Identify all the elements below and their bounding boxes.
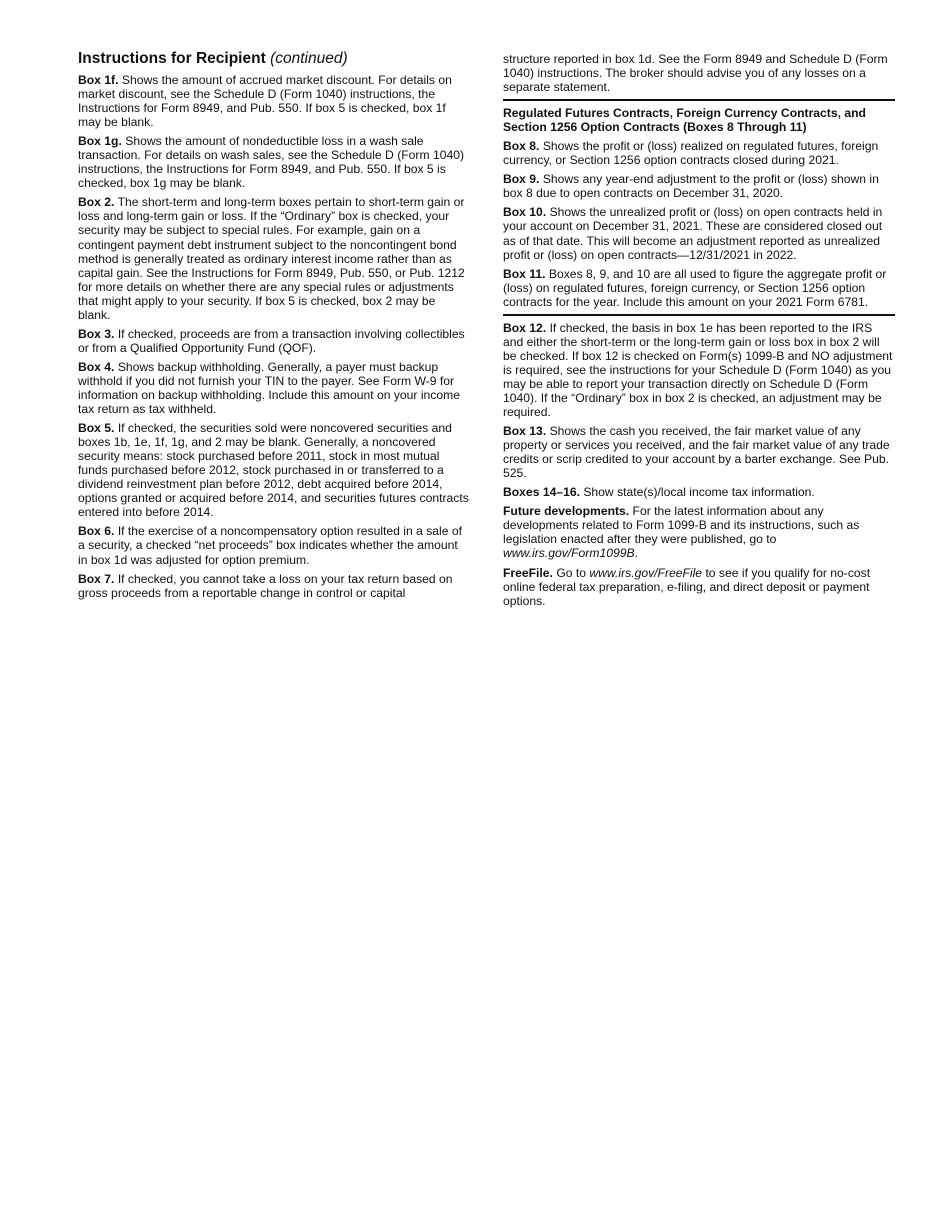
box-8-text: Shows the profit or (loss) realized on regulated futures, foreign currency, or Section 1256 option contracts closed during 2021. [503, 139, 879, 168]
freefile-link[interactable]: www.irs.gov/FreeFile [589, 565, 703, 580]
box-5-paragraph [78, 421, 470, 519]
box-11-text: Boxes 8, 9, and 10 are all used to figure the aggregate profit or (loss) on regulated futures, foreign currency, or Section 1256 option contracts for the year. Include this amount on your 2021 Form 6781. [503, 266, 887, 309]
future-developments-end: . [634, 546, 638, 561]
freefile-paragraph [503, 566, 895, 608]
section-divider-top [503, 99, 895, 101]
box-5-text: If checked, the securities sold were noncovered securities and boxes 1b, 1e, 1f, 1g, and 2 may be blank. Generally, a noncovered security means: stock purchased before 2011, stock in most mutual funds purchased before 2012, stock purchased in or transferred to a dividend reinvestment plan before 2012, debt acquired before 2014, options granted or acquired before 2014, and securities futures contracts entered into before 2014. [78, 421, 469, 520]
box-3-text: If checked, proceeds are from a transaction involving collectibles or from a Qualified Opportunity Fund (QOF). [78, 326, 465, 355]
box-1g-label: Box 1g. [78, 134, 122, 149]
box-1f-paragraph [78, 73, 470, 129]
box-1f-label: Box 1f. [78, 73, 119, 87]
box-10-paragraph [503, 205, 895, 261]
box-11-label: Box 11. [503, 266, 546, 281]
freefile-label: FreeFile. [503, 565, 553, 580]
box-13-label: Box 13. [503, 424, 547, 439]
page-heading [78, 50, 470, 68]
box-5-label: Box 5. [78, 421, 115, 436]
box-6-text: If the exercise of a noncompensatory option resulted in a sale of a security, a checked “net proceeds” box indicates whether the amount in box 1d was adjusted for option premium. [78, 524, 463, 567]
box-2-label: Box 2. [78, 195, 115, 210]
boxes-14-16-label: Boxes 14–16. [503, 485, 580, 500]
box-4-text: Shows backup withholding. Generally, a payer must backup withhold if you did not furnish your TIN to the payer. See Form W-9 for information on backup withholding. Include this amount on your income tax return as tax withheld. [78, 359, 460, 417]
right-column [503, 52, 895, 613]
future-developments-label: Future developments. [503, 504, 630, 519]
box-7-paragraph [78, 572, 470, 600]
heading-title: Instructions for Recipient [78, 50, 266, 67]
box-10-text: Shows the unrealized profit or (loss) on open contracts held in your account on December 31, 2021. These are considered closed out as of that date. This will become an adjustment reported as unrealized profit or (loss) on open contracts—12/31/2021 in 2022. [503, 205, 883, 262]
box-1g-text: Shows the amount of nondeductible loss in a wash sale transaction. For details on wash sales, see the Schedule D (Form 1040) instructions, the Instructions for Form 8949, and Pub. 550. If box 5 is checked, box 1g may be blank. [78, 134, 464, 191]
boxes-14-16-text: Show state(s)/local income tax information. [583, 485, 815, 500]
box-6-paragraph [78, 524, 470, 566]
future-developments-paragraph [503, 504, 895, 560]
box-9-paragraph [503, 172, 895, 200]
box-3-label: Box 3. [78, 326, 115, 341]
box-9-label: Box 9. [503, 172, 540, 187]
box-4-label: Box 4. [78, 359, 115, 374]
section-heading: Regulated Futures Contracts, Foreign Currency Contracts, and Section 1256 Option Contracts (Boxes 8 Through 11) [503, 106, 866, 135]
box-8-paragraph [503, 139, 895, 167]
box-7-label: Box 7. [78, 571, 115, 586]
box-6-label: Box 6. [78, 524, 115, 539]
box-13-paragraph [503, 424, 895, 480]
box-7-continued-paragraph [503, 52, 895, 94]
box-10-label: Box 10. [503, 205, 547, 220]
box-1g-paragraph [78, 134, 470, 190]
box-8-label: Box 8. [503, 139, 540, 154]
box-12-text: If checked, the basis in box 1e has been reported to the IRS and either the short-term or the long-term gain or loss box in box 2 will be checked. If box 12 is checked on Form(s) 1099-B and NO adjustment is required, see the instructions for your Schedule D (Form 1040) as you may be able to report your transaction directly on Schedule D (Form 1040). If the “Ordinary” box in box 2 is checked, an adjustment may be required. [503, 320, 893, 420]
box-11-paragraph [503, 267, 895, 309]
box-9-text: Shows any year-end adjustment to the profit or (loss) shown in box 8 due to open contracts on December 31, 2020. [503, 172, 879, 201]
box-12-label: Box 12. [503, 320, 547, 335]
boxes-14-16-paragraph [503, 485, 895, 499]
box-1f-text: Shows the amount of accrued market discount. For details on market discount, see the Schedule D (Form 1040) instructions, the Instructions for Form 8949, and Pub. 550. If box 5 is checked, box 1f may be blank. [78, 73, 452, 130]
future-developments-text: For the latest information about any developments related to Form 1099-B and its instructions, such as legislation enacted after they were published, go to [503, 504, 860, 547]
box-13-text: Shows the cash you received, the fair market value of any property or services you received, and the fair market value of any trade credits or scrip credited to your account by a barter exchange. See Pub. 525. [503, 424, 890, 481]
box-12-paragraph [503, 321, 895, 419]
freefile-text: to see if you qualify for no-cost online federal tax preparation, e-filing, and direct deposit or payment options. [503, 565, 871, 608]
box-4-paragraph [78, 360, 470, 416]
section-divider-bottom [503, 314, 895, 316]
freefile-pre: Go to [556, 565, 587, 580]
form-1099b-link[interactable]: www.irs.gov/Form1099B [503, 546, 635, 561]
box-7-text: If checked, you cannot take a loss on your tax return based on gross proceeds from a reportable change in control or capital [78, 571, 453, 600]
heading-continued: (continued) [270, 50, 348, 67]
box-2-text: The short-term and long-term boxes pertain to short-term gain or loss and long-term gain or loss. If the “Ordinary” box is checked, your security may be subject to special rules. For example, gain on a contingent payment debt instrument subject to the noncontingent bond method is generally treated as ordinary interest income rather than as capital gain. See the Instructions for Form 8949, Pub. 550, or Pub. 1212 for more details on whether there are any special rules or adjustments that might apply to your security. If box 5 is checked, box 2 may be blank. [78, 195, 465, 322]
box-3-paragraph [78, 327, 470, 355]
box-7-continued-text: structure reported in box 1d. See the Form 8949 and Schedule D (Form 1040) instructions. The broker should advise you of any losses on a separate statement. [503, 52, 888, 95]
box-2-paragraph [78, 195, 470, 321]
left-column [78, 50, 470, 605]
